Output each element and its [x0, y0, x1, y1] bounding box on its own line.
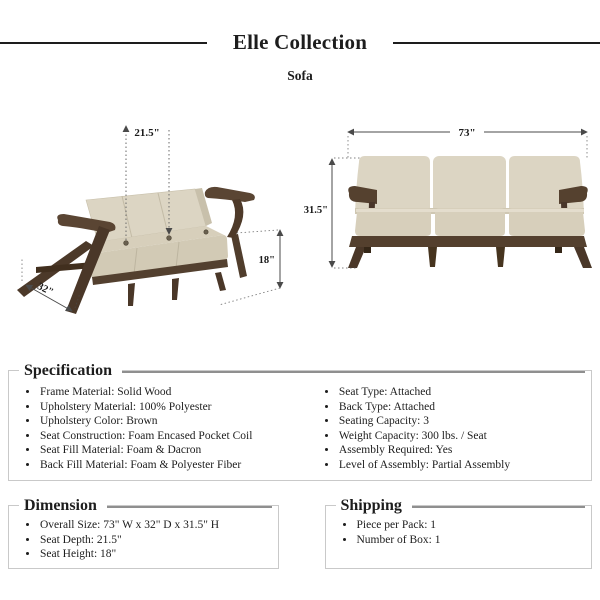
shipping-list — [336, 518, 584, 547]
list-item: • Upholstery Material: 100% Polyester — [39, 400, 318, 415]
title-rule-left — [0, 42, 207, 44]
sofa-back-cushions — [355, 156, 584, 214]
specification-list-right — [318, 385, 583, 472]
dimension-title: Dimension — [19, 497, 107, 515]
list-item: • Seat Fill Material: Foam & Dacron — [39, 443, 318, 458]
sofa-seat-cushions — [355, 208, 585, 236]
collection-title: Elle Collection — [232, 30, 368, 54]
sofa-front-diagram — [300, 96, 600, 346]
shipping-panel — [325, 497, 593, 569]
bottom-panels — [8, 497, 592, 569]
dimension-panel — [8, 497, 279, 569]
seat-height-dimension — [219, 230, 280, 305]
shipping-title-rule — [412, 506, 585, 508]
specification-title-rule — [122, 371, 585, 373]
width-label: 73" — [458, 127, 476, 139]
seat-button — [167, 236, 172, 241]
shipping-title: Shipping — [336, 497, 412, 515]
list-item: • Weight Capacity: 300 lbs. / Seat — [338, 429, 583, 444]
list-item: • Overall Size: 73" W x 32" D x 31.5" H — [39, 518, 270, 533]
shipping-header — [336, 497, 586, 515]
seat-height-label: 18" — [258, 255, 275, 266]
list-item: • Seat Construction: Foam Encased Pocket Coil — [39, 429, 318, 444]
sofa-perspective-diagram — [0, 96, 300, 346]
specification-panel — [8, 362, 592, 481]
specification-header — [19, 362, 585, 380]
list-item: • Piece per Pack: 1 — [356, 518, 584, 533]
list-item: • Upholstery Color: Brown — [39, 414, 318, 429]
list-item: • Frame Material: Solid Wood — [39, 385, 318, 400]
height-label: 31.5" — [303, 205, 328, 216]
list-item: • Seat Type: Attached — [338, 385, 583, 400]
dimension-header — [19, 497, 272, 515]
list-item: • Seat Depth: 21.5" — [39, 533, 270, 548]
dimension-title-rule — [107, 506, 272, 508]
list-item: • Level of Assembly: Partial Assembly — [338, 458, 583, 473]
seat-button — [204, 230, 208, 234]
list-item: • Back Type: Attached — [338, 400, 583, 415]
list-item: • Seat Height: 18" — [39, 547, 270, 562]
sofa-wood-base — [348, 236, 592, 268]
specification-list-left — [19, 385, 318, 472]
product-diagrams — [0, 96, 600, 346]
collection-title-row — [0, 30, 600, 55]
product-subtitle: Sofa — [287, 68, 313, 83]
page-header — [0, 0, 600, 84]
specification-title: Specification — [19, 362, 122, 380]
title-rule-right — [393, 42, 600, 44]
dimension-list — [19, 518, 270, 562]
list-item: • Back Fill Material: Foam & Polyester Fiber — [39, 458, 318, 473]
seat-depth-label: 21.5" — [134, 127, 160, 139]
list-item: • Seating Capacity: 3 — [338, 414, 583, 429]
seat-button — [124, 241, 129, 246]
list-item: • Assembly Required: Yes — [338, 443, 583, 458]
list-item: • Number of Box: 1 — [356, 533, 584, 548]
depth-label: 32" — [35, 281, 55, 299]
